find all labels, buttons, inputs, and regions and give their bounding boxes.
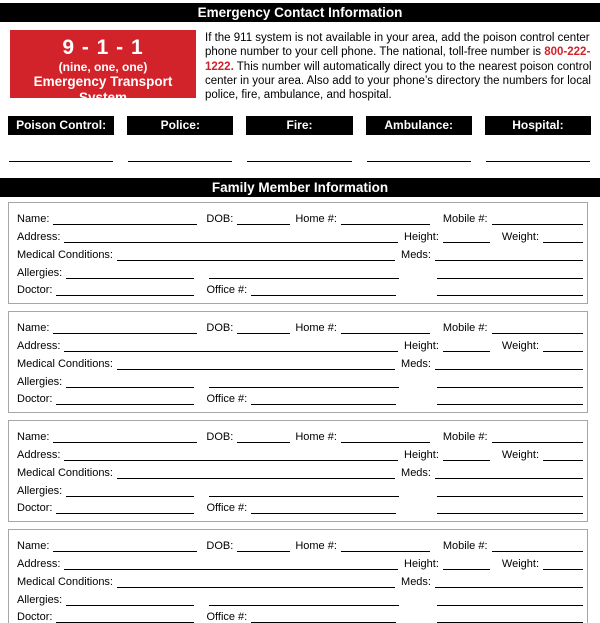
- name-fill-line: [53, 317, 197, 334]
- address-fill-line: [64, 444, 398, 461]
- 911-number-words: (nine, one, one): [58, 60, 148, 74]
- doctor-label: Doctor:: [17, 284, 53, 297]
- height-label: Height:: [404, 230, 439, 243]
- hospital-fill-line: [486, 160, 590, 162]
- medical-conditions-label: Medical Conditions:: [17, 357, 113, 370]
- office-phone-label: Office #:: [206, 284, 248, 297]
- fire-fill-col: [246, 160, 352, 162]
- doctor-row: [17, 499, 583, 516]
- doctor-label: Doctor:: [17, 611, 53, 623]
- home-phone-fill-line: [341, 208, 430, 225]
- meds-continuation-line-2: [437, 498, 583, 515]
- mobile-phone-fill-line: [492, 426, 583, 443]
- allergies-fill-line: [66, 262, 194, 279]
- office-phone-label: Office #:: [206, 393, 248, 406]
- dob-label: DOB:: [206, 430, 234, 443]
- allergies-label: Allergies:: [17, 593, 63, 606]
- contact-label-poison-control: Poison Control:: [8, 116, 114, 135]
- name-row: [17, 318, 583, 335]
- page-title: Emergency Contact Information: [0, 3, 600, 22]
- office-phone-fill-line: [251, 280, 396, 297]
- medical-conditions-fill-line: [117, 462, 395, 479]
- meds-label: Meds:: [401, 357, 431, 370]
- meds-label: Meds:: [401, 466, 431, 479]
- meds-continuation-line: [437, 589, 583, 606]
- address-label: Address:: [17, 557, 61, 570]
- meds-continuation-line: [437, 371, 583, 388]
- dob-label: DOB:: [206, 321, 234, 334]
- doctor-row: [17, 390, 583, 407]
- name-fill-line: [53, 535, 197, 552]
- height-label: Height:: [404, 339, 439, 352]
- hospital-fill-col: [485, 160, 591, 162]
- doctor-fill-line: [56, 607, 194, 623]
- name-row: [17, 209, 583, 226]
- instructions-text-after: This number will automatically direct you to the nearest poison control center in your area. Also add to your phone’s directory the numbers for local police, fire, ambulance, and hospital.: [205, 60, 592, 102]
- weight-fill-line: [543, 444, 583, 461]
- home-phone-label: Home #:: [295, 430, 337, 443]
- ambulance-fill-line: [367, 160, 471, 162]
- office-phone-fill-line: [251, 498, 396, 515]
- doctor-row: [17, 608, 583, 623]
- instructions-text-before: If the 911 system is not available in your area, add the poison control center phone number to your cell phone. The national, toll-free number is: [205, 32, 590, 59]
- medical-conditions-row: [17, 572, 583, 589]
- meds-fill-line: [435, 353, 583, 370]
- doctor-row: [17, 281, 583, 298]
- weight-label: Weight:: [501, 448, 539, 461]
- address-row: [17, 227, 583, 244]
- medical-conditions-row: [17, 354, 583, 371]
- allergies-label: Allergies:: [17, 375, 63, 388]
- name-fill-line: [53, 426, 197, 443]
- allergies-continuation-line: [209, 589, 399, 606]
- name-row: [17, 427, 583, 444]
- allergies-fill-line: [66, 480, 194, 497]
- medical-conditions-row: [17, 245, 583, 262]
- dob-fill-line: [237, 535, 290, 552]
- meds-label: Meds:: [401, 248, 431, 261]
- mobile-phone-label: Mobile #:: [442, 430, 488, 443]
- home-phone-fill-line: [341, 426, 430, 443]
- mobile-phone-fill-line: [492, 317, 583, 334]
- ambulance-fill-col: [366, 160, 472, 162]
- name-label: Name:: [17, 321, 50, 334]
- meds-continuation-line: [437, 480, 583, 497]
- meds-fill-line: [435, 462, 583, 479]
- meds-continuation-line-2: [437, 389, 583, 406]
- medical-conditions-label: Medical Conditions:: [17, 575, 113, 588]
- allergies-row: [17, 263, 583, 280]
- allergies-continuation-line: [209, 371, 399, 388]
- allergies-row: [17, 372, 583, 389]
- contact-label-fire: Fire:: [246, 116, 352, 135]
- weight-label: Weight:: [501, 339, 539, 352]
- emergency-contact-labels-row: [8, 116, 591, 135]
- home-phone-fill-line: [341, 535, 430, 552]
- doctor-label: Doctor:: [17, 393, 53, 406]
- height-fill-line: [443, 553, 490, 570]
- police-fill-line: [128, 160, 232, 162]
- address-label: Address:: [17, 448, 61, 461]
- address-row: [17, 554, 583, 571]
- mobile-phone-label: Mobile #:: [442, 212, 488, 225]
- allergies-label: Allergies:: [17, 266, 63, 279]
- office-phone-label: Office #:: [206, 502, 248, 515]
- fire-fill-line: [247, 160, 351, 162]
- height-label: Height:: [404, 448, 439, 461]
- doctor-fill-line: [56, 498, 194, 515]
- weight-label: Weight:: [501, 230, 539, 243]
- height-fill-line: [443, 335, 490, 352]
- name-label: Name:: [17, 539, 50, 552]
- dob-fill-line: [237, 317, 290, 334]
- 911-number: 9 - 1 - 1: [62, 36, 144, 59]
- address-fill-line: [64, 226, 398, 243]
- office-phone-label: Office #:: [206, 611, 248, 623]
- poison-control-phone-number: 800-222-1222.: [205, 46, 591, 73]
- doctor-label: Doctor:: [17, 502, 53, 515]
- weight-fill-line: [543, 335, 583, 352]
- address-row: [17, 445, 583, 462]
- home-phone-label: Home #:: [295, 539, 337, 552]
- height-fill-line: [443, 444, 490, 461]
- doctor-fill-line: [56, 280, 194, 297]
- mobile-phone-fill-line: [492, 208, 583, 225]
- weight-fill-line: [543, 553, 583, 570]
- meds-label: Meds:: [401, 575, 431, 588]
- height-label: Height:: [404, 557, 439, 570]
- weight-label: Weight:: [501, 557, 539, 570]
- family-member-list: [8, 202, 588, 623]
- emergency-contact-fill-lines-row: [8, 160, 591, 162]
- office-phone-fill-line: [251, 389, 396, 406]
- name-label: Name:: [17, 430, 50, 443]
- meds-fill-line: [435, 571, 583, 588]
- address-label: Address:: [17, 339, 61, 352]
- poison-control-fill-line: [9, 160, 113, 162]
- height-fill-line: [443, 226, 490, 243]
- allergies-continuation-line: [209, 262, 399, 279]
- poison-control-instructions: [205, 30, 592, 102]
- emergency-911-section: [10, 30, 592, 105]
- contact-label-police: Police:: [127, 116, 233, 135]
- home-phone-label: Home #:: [295, 321, 337, 334]
- office-phone-fill-line: [251, 607, 396, 623]
- address-label: Address:: [17, 230, 61, 243]
- 911-system-label: Emergency Transport System: [33, 74, 173, 105]
- allergies-row: [17, 590, 583, 607]
- dob-fill-line: [237, 426, 290, 443]
- address-row: [17, 336, 583, 353]
- family-member-block: [8, 529, 588, 623]
- meds-continuation-line: [437, 262, 583, 279]
- medical-conditions-label: Medical Conditions:: [17, 466, 113, 479]
- dob-label: DOB:: [206, 539, 234, 552]
- allergies-label: Allergies:: [17, 484, 63, 497]
- allergies-row: [17, 481, 583, 498]
- mobile-phone-label: Mobile #:: [442, 321, 488, 334]
- medical-conditions-fill-line: [117, 353, 395, 370]
- home-phone-label: Home #:: [295, 212, 337, 225]
- dob-label: DOB:: [206, 212, 234, 225]
- mobile-phone-fill-line: [492, 535, 583, 552]
- meds-continuation-line-2: [437, 607, 583, 623]
- medical-conditions-fill-line: [117, 244, 395, 261]
- dob-fill-line: [237, 208, 290, 225]
- name-row: [17, 536, 583, 553]
- allergies-fill-line: [66, 589, 194, 606]
- contact-label-hospital: Hospital:: [485, 116, 591, 135]
- allergies-fill-line: [66, 371, 194, 388]
- medical-conditions-row: [17, 463, 583, 480]
- name-label: Name:: [17, 212, 50, 225]
- medical-conditions-fill-line: [117, 571, 395, 588]
- 911-box: [10, 30, 196, 105]
- contact-label-ambulance: Ambulance:: [366, 116, 472, 135]
- meds-continuation-line-2: [437, 280, 583, 297]
- home-phone-fill-line: [341, 317, 430, 334]
- family-member-block: [8, 202, 588, 304]
- family-section-title: Family Member Information: [0, 178, 600, 197]
- mobile-phone-label: Mobile #:: [442, 539, 488, 552]
- family-member-block: [8, 420, 588, 522]
- police-fill-col: [127, 160, 233, 162]
- meds-fill-line: [435, 244, 583, 261]
- poison-control-fill-col: [8, 160, 114, 162]
- weight-fill-line: [543, 226, 583, 243]
- allergies-continuation-line: [209, 480, 399, 497]
- doctor-fill-line: [56, 389, 194, 406]
- name-fill-line: [53, 208, 197, 225]
- medical-conditions-label: Medical Conditions:: [17, 248, 113, 261]
- family-member-block: [8, 311, 588, 413]
- address-fill-line: [64, 553, 398, 570]
- address-fill-line: [64, 335, 398, 352]
